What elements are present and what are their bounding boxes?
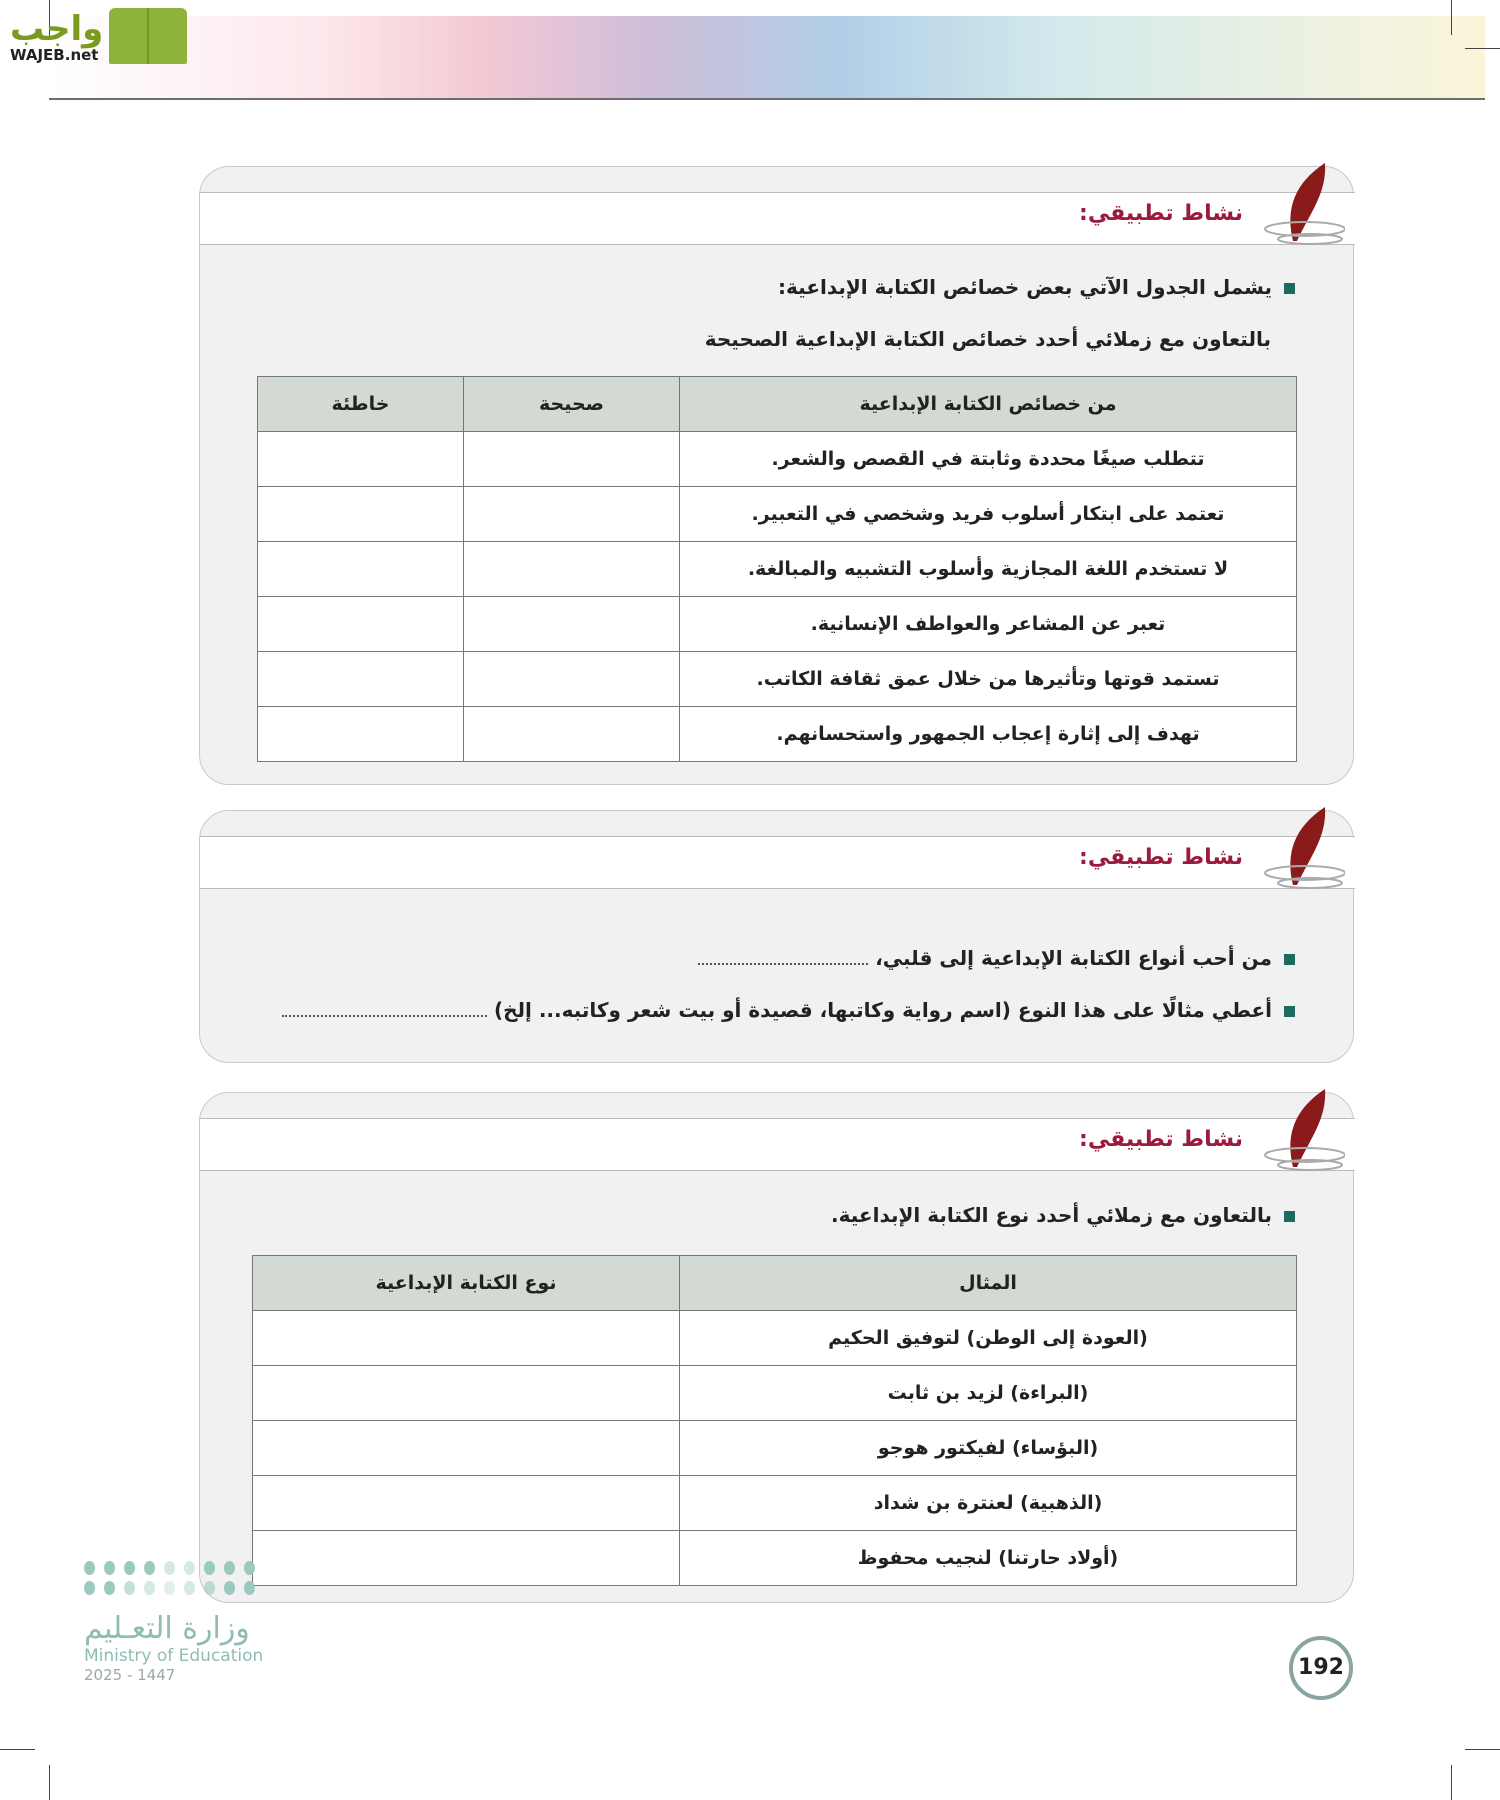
type-cell[interactable]: [253, 1366, 680, 1421]
characteristic-cell: تهدف إلى إثارة إعجاب الجمهور واستحسانهم.: [680, 707, 1297, 762]
wrong-cell[interactable]: [258, 707, 464, 762]
crop-mark: [0, 1749, 35, 1750]
answer-blank[interactable]: [698, 963, 868, 965]
correct-cell[interactable]: [464, 597, 680, 652]
writing-types-table: [252, 1255, 1297, 1586]
table-row: [258, 487, 1297, 542]
example-cell: (العودة إلى الوطن) لتوفيق الحكيم: [680, 1311, 1297, 1366]
crop-mark: [49, 1765, 50, 1800]
edition-year: 2025 - 1447: [84, 1666, 176, 1684]
bullet-square-icon: [1284, 954, 1295, 965]
wrong-cell[interactable]: [258, 652, 464, 707]
column-header: صحيحة: [464, 377, 680, 432]
crop-mark: [1465, 1749, 1500, 1750]
correct-cell[interactable]: [464, 652, 680, 707]
book-icon: [109, 8, 187, 64]
wajeb-logo[interactable]: [10, 8, 187, 64]
table-row: [253, 1421, 1297, 1476]
logo-english: WAJEB.net: [10, 46, 99, 64]
activity-header: [200, 192, 1355, 245]
activity-header: [200, 836, 1355, 889]
crop-mark: [1465, 48, 1500, 49]
activity-box-3: [199, 1092, 1354, 1603]
ministry-name-arabic: وزارة التعـليم: [84, 1611, 250, 1646]
bullet-line: [698, 946, 1295, 970]
decorative-banner: [49, 16, 1485, 98]
table-row: [258, 707, 1297, 762]
quill-icon: [1255, 807, 1345, 892]
bullet-square-icon: [1284, 283, 1295, 294]
activity-title: نشاط تطبيقي:: [1079, 845, 1243, 870]
table-row: [253, 1531, 1297, 1586]
bullet-square-icon: [1284, 1211, 1295, 1222]
activity-title: نشاط تطبيقي:: [1079, 201, 1243, 226]
bullet-text: يشمل الجدول الآتي بعض خصائص الكتابة الإبداعية:: [778, 275, 1272, 299]
wrong-cell[interactable]: [258, 487, 464, 542]
logo-arabic: واجب: [10, 9, 104, 49]
table-row: [253, 1311, 1297, 1366]
bullet-text: أعطي مثالًا على هذا النوع (اسم رواية وكاتبها، قصيدة أو بيت شعر وكاتبه... إلخ): [493, 998, 1272, 1022]
correct-cell[interactable]: [464, 487, 680, 542]
column-header: خاطئة: [258, 377, 464, 432]
wrong-cell[interactable]: [258, 542, 464, 597]
crop-mark: [1451, 0, 1452, 35]
type-cell[interactable]: [253, 1531, 680, 1586]
activity-header: [200, 1118, 1355, 1171]
column-header: من خصائص الكتابة الإبداعية: [680, 377, 1297, 432]
example-cell: (الذهبية) لعنترة بن شداد: [680, 1476, 1297, 1531]
crop-mark: [1451, 1765, 1452, 1800]
answer-blank[interactable]: [282, 1015, 487, 1017]
bullet-square-icon: [1284, 1006, 1295, 1017]
bullet-line: [778, 275, 1295, 299]
correct-cell[interactable]: [464, 432, 680, 487]
correct-cell[interactable]: [464, 707, 680, 762]
characteristic-cell: تستمد قوتها وتأثيرها من خلال عمق ثقافة الكاتب.: [680, 652, 1297, 707]
activity-box-2: [199, 810, 1354, 1063]
page-number: 192: [1289, 1636, 1353, 1700]
bullet-line: [282, 998, 1295, 1022]
activity-title: نشاط تطبيقي:: [1079, 1127, 1243, 1152]
header-divider: [49, 98, 1485, 100]
type-cell[interactable]: [253, 1311, 680, 1366]
example-cell: (أولاد حارتنا) لنجيب محفوظ: [680, 1531, 1297, 1586]
characteristics-table: [257, 376, 1297, 762]
characteristic-cell: تتطلب صيغًا محددة وثابتة في القصص والشعر.: [680, 432, 1297, 487]
column-header: المثال: [680, 1256, 1297, 1311]
ministry-dots-icon: [84, 1561, 274, 1595]
table-row: [258, 432, 1297, 487]
ministry-name-english: Ministry of Education: [84, 1646, 264, 1666]
characteristic-cell: تعتمد على ابتكار أسلوب فريد وشخصي في التعبير.: [680, 487, 1297, 542]
table-row: [258, 542, 1297, 597]
table-row: [253, 1476, 1297, 1531]
column-header: نوع الكتابة الإبداعية: [253, 1256, 680, 1311]
table-row: [258, 652, 1297, 707]
quill-icon: [1255, 163, 1345, 248]
instruction-text: بالتعاون مع زملائي أحدد خصائص الكتابة الإبداعية الصحيحة: [704, 327, 1271, 351]
ministry-logo: [84, 1561, 274, 1684]
wrong-cell[interactable]: [258, 432, 464, 487]
example-cell: (البراءة) لزيد بن ثابت: [680, 1366, 1297, 1421]
bullet-line: [831, 1203, 1295, 1227]
correct-cell[interactable]: [464, 542, 680, 597]
bullet-text: بالتعاون مع زملائي أحدد نوع الكتابة الإبداعية.: [831, 1203, 1272, 1227]
table-row: [253, 1366, 1297, 1421]
characteristic-cell: تعبر عن المشاعر والعواطف الإنسانية.: [680, 597, 1297, 652]
example-cell: (البؤساء) لفيكتور هوجو: [680, 1421, 1297, 1476]
quill-icon: [1255, 1089, 1345, 1174]
characteristic-cell: لا تستخدم اللغة المجازية وأسلوب التشبيه والمبالغة.: [680, 542, 1297, 597]
bullet-text: من أحب أنواع الكتابة الإبداعية إلى قلبي،: [875, 946, 1272, 970]
type-cell[interactable]: [253, 1476, 680, 1531]
activity-box-1: [199, 166, 1354, 785]
type-cell[interactable]: [253, 1421, 680, 1476]
wrong-cell[interactable]: [258, 597, 464, 652]
table-row: [258, 597, 1297, 652]
